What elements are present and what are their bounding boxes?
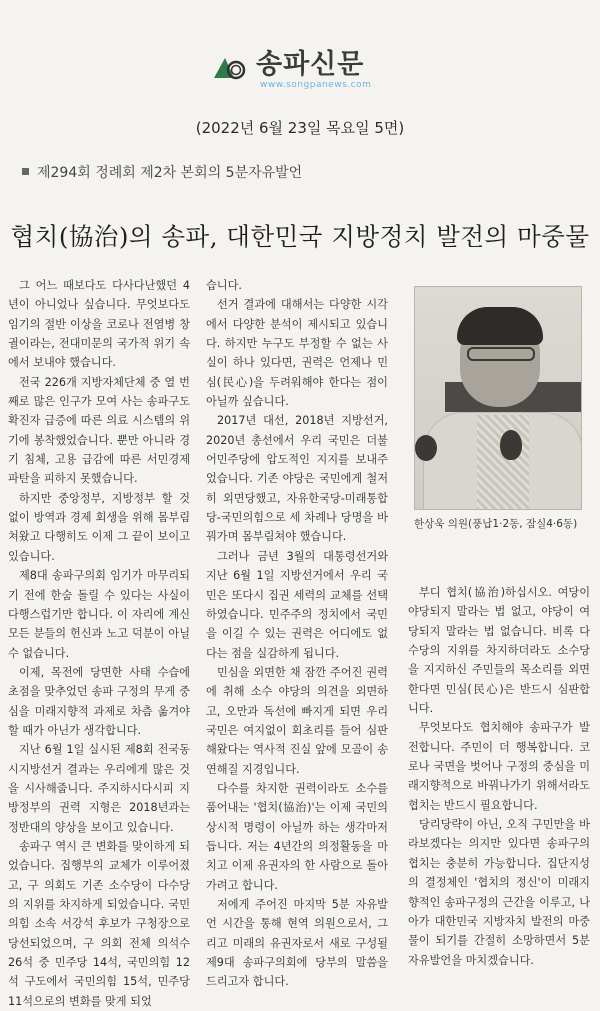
paragraph: 민심을 외면한 채 잠깐 주어진 권력에 취해 소수 야당의 의견을 외면하고, 오만과 독선에 빠지게 되면 우리 국민은 여지없이 회초리를 들어 심판해왔다는 역사적 진실 앞에 모골이 송연해질 지경입니다. <box>206 665 388 776</box>
microphone-icon <box>415 435 437 461</box>
newspaper-name: 송파신문 <box>256 49 365 80</box>
article-column-3 <box>408 583 590 970</box>
photo-caption: 한상욱 의원(풍납1·2동, 잠실4·6동) <box>414 518 578 530</box>
photo-glasses <box>467 347 535 361</box>
article-column-2 <box>206 276 388 992</box>
section-kicker <box>22 162 302 182</box>
publication-date: (2022년 6월 23일 목요일 5면) <box>195 119 405 137</box>
paragraph: 선거 결과에 대해서는 다양한 시각에서 다양한 분석이 제시되고 있습니다. 하지만 누구도 부정할 수 없는 사실이 하나 있다면, 권력은 언제나 민심(民心)을 두려워해야 한다는 점이 아닐까 싶습니다. <box>206 298 388 409</box>
kicker-text: 제294회 정례회 제2차 본회의 5분자유발언 <box>37 165 303 181</box>
paragraph: 이제, 목전에 당면한 사태 수습에 초점을 맞추었던 송파 구정의 무게 중심을 미래지향적 과제로 차츰 옮겨야 할 때가 아닌가 생각합니다. <box>8 665 190 737</box>
newspaper-url[interactable]: www.songpanews.com <box>260 80 372 90</box>
photo-hair <box>457 307 543 345</box>
mountain-circle-logo-icon <box>212 54 248 82</box>
paragraph: 저에게 주어진 마지막 5분 자유발언 시간을 통해 현역 의원으로서, 그리고 미래의 유권자로서 새로 구성될 제9대 송파구의회에 당부의 말씀을 드리고자 합니다. <box>206 898 388 989</box>
paragraph: 지난 6월 1일 실시된 제8회 전국동시지방선거 결과는 우리에게 많은 것을 시사해줍니다. 주지하시다시피 지방정부의 권력 지형은 2018년과는 정반대의 양상을 보이고 있습니다. <box>8 743 190 834</box>
paragraph: 무엇보다도 협치해야 송파구가 발전합니다. 주민이 더 행복합니다. 코로나 국면을 벗어나 구정의 중심을 미래지향적으로 바꿔나가기 위해서라도 협치는 반드시 필요합니다. <box>408 721 590 812</box>
masthead <box>212 48 392 92</box>
paragraph: 제8대 송파구의회 임기가 마무리되기 전에 한숨 돌릴 수 있다는 사실이 다행스럽기만 합니다. 이 자리에 계신 모든 분들의 헌신과 노고 덕분이 아닐 수 없습니다. <box>8 569 190 660</box>
paragraph: 2017년 대선, 2018년 지방선거, 2020년 총선에서 우리 국민은 더불어민주당에 압도적인 지지를 보내주었습니다. 기존 야당은 국민에게 철저히 외면당했고, 자유한국당-미래통합당-국민의힘으로 세 차례나 당명을 바꿔가며 몸부림쳐야 했습니다. <box>206 414 388 544</box>
article-headline: 협치(協治)의 송파, 대한민국 지방정치 발전의 마중물 <box>10 222 590 251</box>
paragraph: 하지만 중앙정부, 지방정부 할 것 없이 방역과 경제 회생을 위해 몸부림쳐왔고 다행히도 이제 그 끝이 보이고 있습니다. <box>8 491 190 563</box>
paragraph: 그 어느 때보다도 다사다난했던 4년이 아니었나 싶습니다. 무엇보다도 임기의 절반 이상을 코로나 전염병 창궐이라는, 전대미문의 국가적 위기 속에서 보내야 했습니다. <box>8 279 190 370</box>
microphone-icon <box>500 430 522 460</box>
photo-shirt <box>477 415 529 510</box>
paragraph: 전국 226개 지방자체단체 중 열 번째로 많은 인구가 모여 사는 송파구도 확진자 급증에 따른 의료 시스템의 위기에 봉착했었습니다. 뿐만 아니라 경기 침체, 고용 급감에 따른 서민경제 파탄을 피하지 못했습니다. <box>8 375 190 486</box>
article-column-1 <box>8 276 190 1011</box>
paragraph: 당리당략이 아닌, 오직 구민만을 바라보겠다는 의지만 있다면 송파구의 협치는 충분히 가능합니다. 집단지성의 결정체인 '협치의 정신'이 미래지향적인 송파구정의 근간을 이루고, 나아가 대한민국 지방자치 발전의 마중물이 되기를 간절히 소망하면서 5분 자유발언을 마치겠습니다. <box>408 818 590 967</box>
paragraph: 그러나 금년 3월의 대통령선거와 지난 6월 1일 지방선거에서 우리 국민은 또다시 집권 세력의 교체를 선택하였습니다. 민주주의 정치에서 국민을 이길 수 있는 권력은 어디에도 없다는 점을 실감하게 됩니다. <box>206 549 388 660</box>
paragraph: 다수를 차지한 권력이라도 소수를 품어내는 '협치(協治)'는 이제 국민의 상시적 명령이 아닐까 하는 생각마저 듭니다. 저는 4년간의 의정활동을 마치고 이제 유권자의 한 사람으로 돌아가려고 합니다. <box>206 781 388 892</box>
paragraph: 습니다. <box>206 279 242 292</box>
paragraph: 송파구 역시 큰 변화를 맞이하게 되었습니다. 집행부의 교체가 이루어졌고, 구 의회도 기존 소수당이 다수당의 지위를 차지하게 되었습니다. 국민의힘 소속 서강석 후보가 구청장으로 당선되었으며, 구 의회 전체 의석수 26석 중 민주당 14석, 국민의힘 12석 구도에서 국민의힘 15석, 민주당 11석으로의 변화를 맞게 되었 <box>8 839 190 1008</box>
bullet-square-icon <box>22 168 29 175</box>
paragraph: 부디 협치(協治)하십시오. 여당이 야당되지 말라는 법 없고, 야당이 여당되지 말라는 법 없습니다. 비록 다수당의 지위를 차지하더라도 소수당을 지지하신 주민들의 목소리를 외면한다면 민심(民心)은 반드시 심판합니다. <box>408 586 590 716</box>
councillor-photo <box>414 286 582 510</box>
